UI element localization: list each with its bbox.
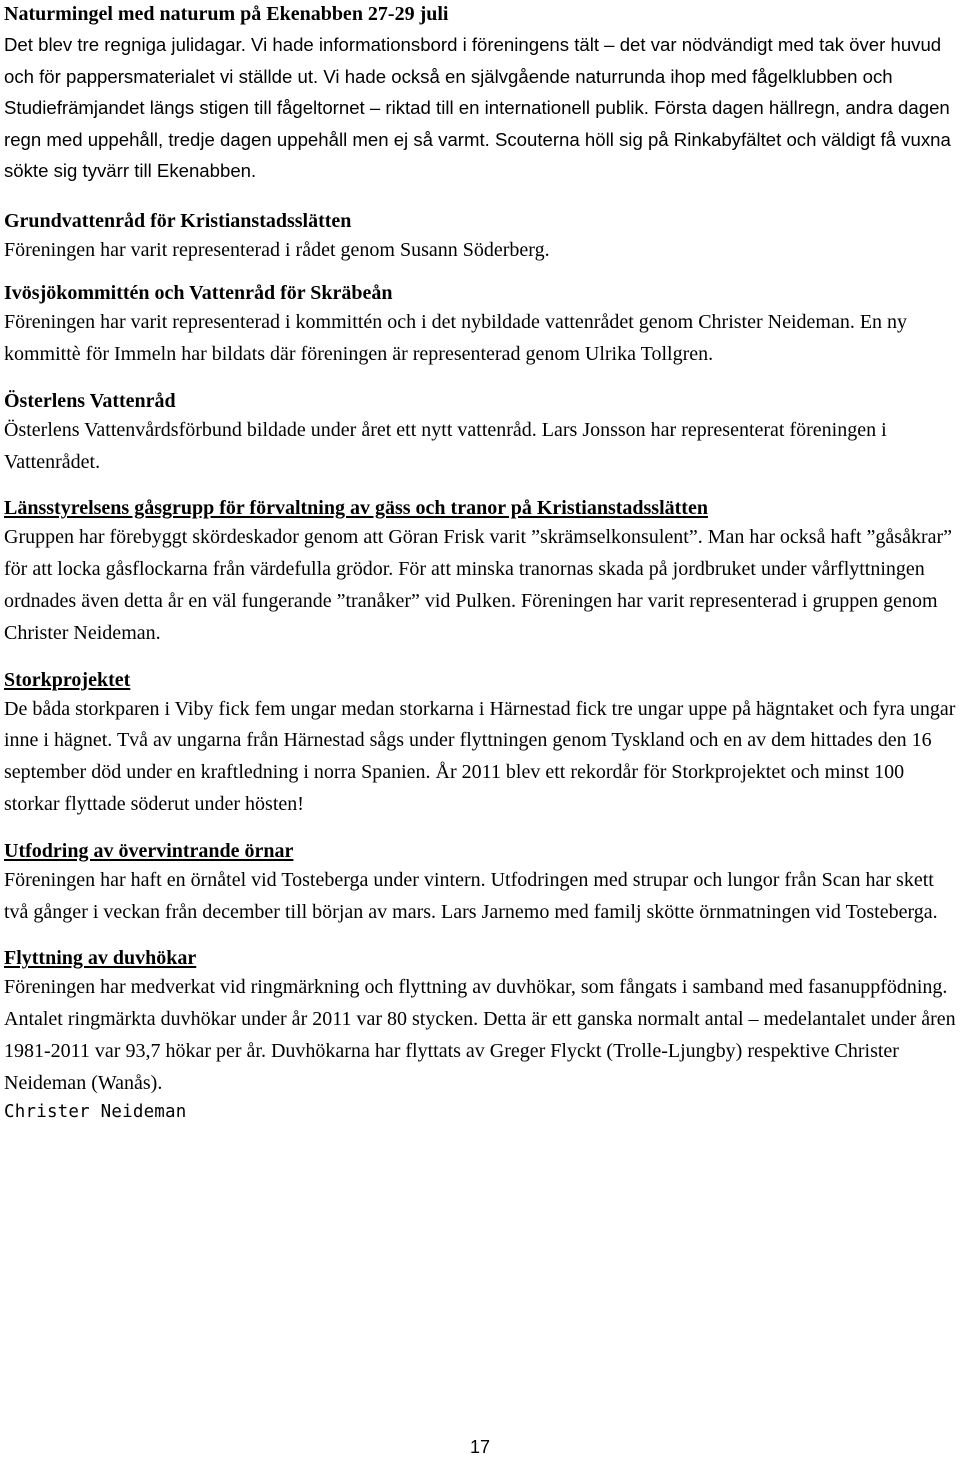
section-ivosjokommitten — [4, 279, 958, 371]
section-heading: Österlens Vattenråd — [4, 389, 176, 412]
intro-title: Naturmingel med naturum på Ekenabben 27-29 juli — [4, 3, 449, 25]
section-body: Föreningen har varit representerad i rådet genom Susann Söderberg. — [4, 238, 550, 261]
section-grundvattenrad — [4, 207, 958, 267]
section-heading: Grundvattenråd för Kristianstadsslätten — [4, 209, 352, 232]
section-heading: Storkprojektet — [4, 668, 131, 691]
section-body: Föreningen har haft en örnåtel vid Tosteberga under vintern. Utfodringen med strupar och lungor från Scan har skett två gånger i veckan från december till början av mars. Lars Jarnemo med familj skötte örnmatningen vid Tosteberga. — [4, 868, 938, 923]
section-body: Österlens Vattenvårdsförbund bildade under året ett nytt vattenråd. Lars Jonsson har representerat föreningen i Vattenrådet. — [4, 418, 887, 473]
intro-paragraph: Det blev tre regniga julidagar. Vi hade informationsbord i föreningens tält – det var nödvändigt med tak över huvud och för pappersmaterialet vi ställde ut. Vi hade också en självgående naturrunda ihop med fågelklubben och Studiefrämjandet längs stigen till fågeltornet – riktad till en internationell publik. Första dagen hällregn, andra dagen regn med uppehåll, tredje dagen uppehåll men ej så varmt. Scouterna höll sig på Rinkabyfältet och väldigt få vuxna sökte sig tyvärr till Ekenabben. — [4, 34, 951, 181]
section-heading: Ivösjökommittén och Vattenråd för Skräbeån — [4, 282, 393, 305]
section-flyttning-duvhokar — [4, 944, 958, 1099]
section-heading: Flyttning av duvhökar — [4, 947, 197, 970]
section-body: Föreningen har varit representerad i kommittén och i det nybildade vattenrådet genom Christer Neideman. En ny kommittè för Immeln har bildats där föreningen är representerad genom Ulrika Tollgren. — [4, 311, 908, 366]
section-body: De båda storkparen i Viby fick fem ungar medan storkarna i Härnestad fick tre ungar uppe på hägntaket och fyra ungar inne i hägnet. Två av ungarna från Härnestad sågs under flyttningen genom Tyskland och en av dem hittades den 16 september död under en kraftledning i norra Spanien. År 2011 blev ett rekordår för Storkprojektet och minst 100 storkar flyttade söderut under hösten! — [4, 697, 956, 816]
page-number: 17 — [469, 1437, 491, 1457]
signature: Christer Neideman — [4, 1101, 187, 1122]
document-page — [4, 0, 958, 1124]
section-storkprojektet — [4, 666, 958, 821]
section-utfodring-ornar — [4, 837, 958, 929]
intro-block — [4, 0, 958, 187]
section-heading: Länsstyrelsens gåsgrupp för förvaltning av gäss och tranor på Kristianstadsslätten — [4, 497, 708, 520]
section-gasgrupp — [4, 494, 958, 649]
section-body: Gruppen har förebyggt skördeskador genom att Göran Frisk varit ”skrämselkonsulent”. Man har också haft ”gåsåkrar” för att locka gåsflockarna från värdefulla grödor. För att minska tranornas skada på jordbruket under vårflyttningen ordnades även detta år en väl fungerande ”tranåker” vid Pulken. Föreningen har varit representerad i gruppen genom Christer Neideman. — [4, 526, 953, 644]
section-body: Föreningen har medverkat vid ringmärkning och flyttning av duvhökar, som fångats i samband med fasanuppfödning. Antalet ringmärkta duvhökar under år 2011 var 80 stycken. Detta är ett ganska normalt antal – medelantalet under åren 1981-2011 var 93,7 hökar per år. Duvhökarna har flyttats av Greger Flyckt (Trolle-Ljungby) respektive Christer Neideman (Wanås). — [4, 976, 956, 1094]
section-heading: Utfodring av övervintrande örnar — [4, 839, 294, 862]
section-osterlens-vattenrad — [4, 387, 958, 479]
